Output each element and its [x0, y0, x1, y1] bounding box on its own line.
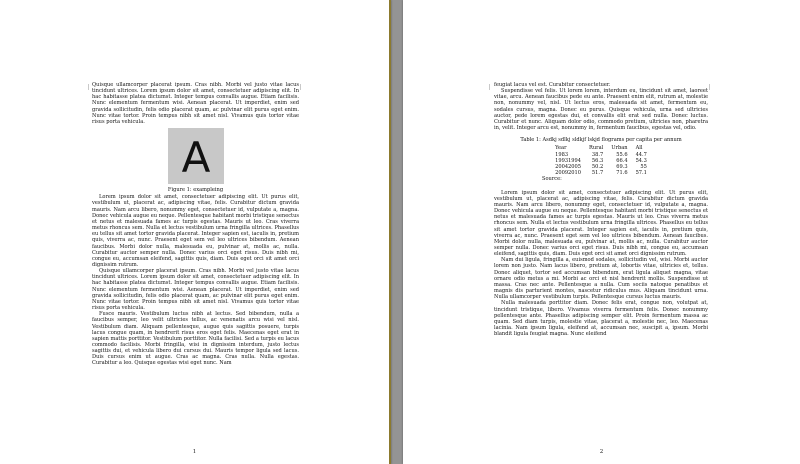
- table-cell: 19931994: [555, 157, 582, 164]
- paragraph: Lorem ipsum dolor sit amet, consectetuer adipiscing elit. Ut purus elit, vestibulum ut, placerat ac, adipiscing vitae, felis. Curabitur dictum gravida mauris. Nam arcu libero, nonummy eget, consectetuer id, vulputate a, magna. Donec vehicula augue eu neque. Pellentesque habitant morbi tristique senectus et netus et malesuada fames ac turpis egestas. Mauris ut leo. Cras viverra metus rhoncus sem. Nulla et lectus vestibulum urna fringilla ultrices. Phasellus eu tellus sit amet tortor gravida placerat. Integer sapien est, iaculis in, pretium quis, viverra ac, nunc. Praesent eget sem vel leo ultrices bibendum. Aenean faucibus. Morbi dolor nulla, malesuada eu, pulvinar at, mollis ac, nulla. Curabitur auctor semper nulla. Donec varius orci eget risus. Duis nibh mi, congue eu, accumsan eleifend, sagittis quis, diam. Duis eget orci sit amet orci dignissim rutrum.: [494, 189, 708, 258]
- table-header-cell: Year: [555, 145, 567, 152]
- table-header-cell: All: [635, 145, 643, 152]
- figure-placeholder-image: [168, 128, 224, 184]
- figure-caption: Figure 1: exampleing: [167, 187, 224, 194]
- paragraph: Nulla malesuada porttitor diam. Donec felis erat, congue non, volutpat at, tincidunt tristique, libero. Vivamus viverra fermentum felis. Donec nonummy pellentesque ante. Phasellus adipiscing semper elit. Proin fermentum massa ac quam. Sed diam turpis, molestie vitae, placerat a, molestie nec, leo. Maecenas lacinia. Nam ipsum ligula, eleifend at, accumsan nec, suscipit a, ipsum. Morbi blandit ligula feugiat magna. Nunc eleifend: [494, 300, 708, 338]
- table-header-cell: Rural: [589, 145, 604, 152]
- table-cell: 1983: [555, 151, 569, 158]
- page-number: 2: [599, 449, 604, 455]
- document-page-1: [0, 0, 391, 464]
- table-cell: 38.7: [591, 151, 604, 158]
- page-number: 1: [192, 449, 197, 455]
- data-table: [551, 145, 651, 176]
- table-cell: 54.3: [635, 157, 647, 164]
- table-cell: 69.3: [616, 164, 628, 171]
- table-cell: 20092010: [555, 170, 582, 177]
- paragraph: Lorem ipsum dolor sit amet, consectetuer adipiscing elit. Ut purus elit, vestibulum ut, placerat ac, adipiscing vitae, felis. Curabitur dictum gravida mauris. Nam arcu libero, nonummy eget, consectetuer id, vulputate a, magna. Donec vehicula augue eu neque. Pellentesque habitant morbi tristique senectus et netus et malesuada fames ac turpis egestas. Mauris ut leo. Cras viverra metus rhoncus sem. Nulla et lectus vestibulum urna fringilla ultrices. Phasellus eu tellus sit amet tortor gravida placerat. Integer sapien est, iaculis in, pretium quis, viverra ac, nunc. Praesent eget sem vel leo ultrices bibendum. Aenean faucibus. Morbi dolor nulla, malesuada eu, pulvinar at, mollis ac, nulla. Curabitur auctor semper nulla. Donec varius orci eget risus. Duis nibh mi, congue eu, accumsan eleifend, sagittis quis, diam. Duis eget orci sit amet orci dignissim rutrum.: [92, 194, 299, 268]
- table-cell: 44.7: [635, 151, 647, 158]
- table-cell: 55.6: [616, 151, 628, 158]
- table-source-note: Source:: [542, 176, 562, 183]
- paragraph: feugiat lacus vel est. Curabitur consectetuer.: [494, 82, 611, 88]
- table-cell: 51.7: [591, 170, 604, 177]
- table-cell: 56.3: [591, 157, 604, 164]
- letter-a-graphic: [176, 134, 216, 178]
- paragraph: Nam dui ligula, fringilla a, euismod sodales, sollicitudin vel, wisi. Morbi auctor lorem non justo. Nam lacus libero, pretium at, lobortis vitae, ultricies et, tellus. Donec aliquet, tortor sed accumsan bibendum, erat ligula aliquet magna, vitae ornare odio metus a mi. Morbi ac orci et nisl hendrerit mollis. Suspendisse ut massa. Cras nec ante. Pellentesque a nulla. Cum sociis natoque penatibus et magnis dis parturient montes, nascetur ridiculus mus. Aliquam tincidunt urna. Nulla ullamcorper vestibulum turpis. Pellentesque cursus luctus mauris.: [494, 257, 708, 301]
- table-row: [551, 170, 651, 176]
- table-caption: Table 1: Asdkj sdlkj sldkjf lskjd flograms per capita per annum: [520, 137, 682, 144]
- table-row: [551, 152, 651, 158]
- table-header-cell: Urban: [611, 145, 628, 152]
- paragraph: Quisque ullamcorper placerat ipsum. Cras nibh. Morbi vel justo vitae lacus tincidunt ultrices. Lorem ipsum dolor sit amet, consectetuer adipiscing elit. In hac habitasse platea dictumst. Integer tempus convallis augue. Etiam facilisis. Nunc elementum fermentum wisi. Aenean placerat. Ut imperdiet, enim sed gravida sollicitudin, felis odio placerat quam, ac pulvinar elit purus eget enim. Nunc vitae tortor. Proin tempus nibh sit amet nisl. Vivamus quis tortor vitae risus porta vehicula.: [92, 268, 299, 312]
- svg-text:A: A: [181, 134, 210, 179]
- page-1-body: [92, 82, 299, 367]
- table-cell: 20042005: [555, 164, 582, 171]
- paragraph: Suspendisse vel felis. Ut lorem lorem, interdum eu, tincidunt sit amet, laoreet vitae, arcu. Aenean faucibus pede eu ante. Praesent enim elit, rutrum at, molestie non, nonummy vel, nisl. Ut lectus eros, malesuada sit amet, fermentum eu, sodales cursus, magna. Donec eu purus. Quisque vehicula, urna sed ultricies auctor, pede lorem egestas dui, et convallis elit erat sed nulla. Donec luctus. Curabitur et nunc. Aliquam dolor odio, commodo pretium, ultricies non, pharetra in, velit. Integer arcu est, nonummy in, fermentum faucibus, egestas vel, odio.: [494, 88, 708, 132]
- paragraph: Quisque ullamcorper placerat ipsum. Cras nibh. Morbi vel justo vitae lacus tincidunt ultrices. Lorem ipsum dolor sit amet, consectetuer adipiscing elit. In hac habitasse platea dictumst. Integer tempus convallis augue. Etiam facilisis. Nunc elementum fermentum wisi. Aenean placerat. Ut imperdiet, enim sed gravida sollicitudin, felis odio placerat quam, ac pulvinar elit purus eget enim. Nunc vitae tortor. Proin tempus nibh sit amet nisl. Vivamus quis tortor vitae risus porta vehicula.: [92, 82, 299, 125]
- page-2-body: [494, 82, 708, 337]
- paragraph: Fusce mauris. Vestibulum luctus nibh at lectus. Sed bibendum, nulla a faucibus semper, leo velit ultricies tellus, ac venenatis arcu wisi vel nisl. Vestibulum diam. Aliquam pellentesque, augue quis sagittis posuere, turpis lacus congue quam, in hendrerit risus eros eget felis. Maecenas eget erat in sapien mattis porttitor. Vestibulum porttitor. Nulla facilisi. Sed a turpis eu lacus commodo facilisis. Morbi fringilla, wisi in dignissim interdum, justo lectus sagittis dui, et vehicula libero dui cursus dui. Mauris tempor ligula sed lacus. Duis cursus enim ut augue. Cras ac magna. Cras nulla. Nulla egestas. Curabitur a leo. Quisque egestas wisi eget nunc. Nam: [92, 311, 299, 367]
- table-cell: 55: [640, 164, 647, 171]
- table-cell: 71.6: [616, 170, 628, 177]
- table-header-row: [551, 145, 651, 151]
- table-cell: 57.1: [635, 170, 647, 177]
- table-cell: 66.4: [616, 157, 628, 164]
- table-cell: 50.2: [591, 164, 604, 171]
- document-page-2: [403, 0, 800, 464]
